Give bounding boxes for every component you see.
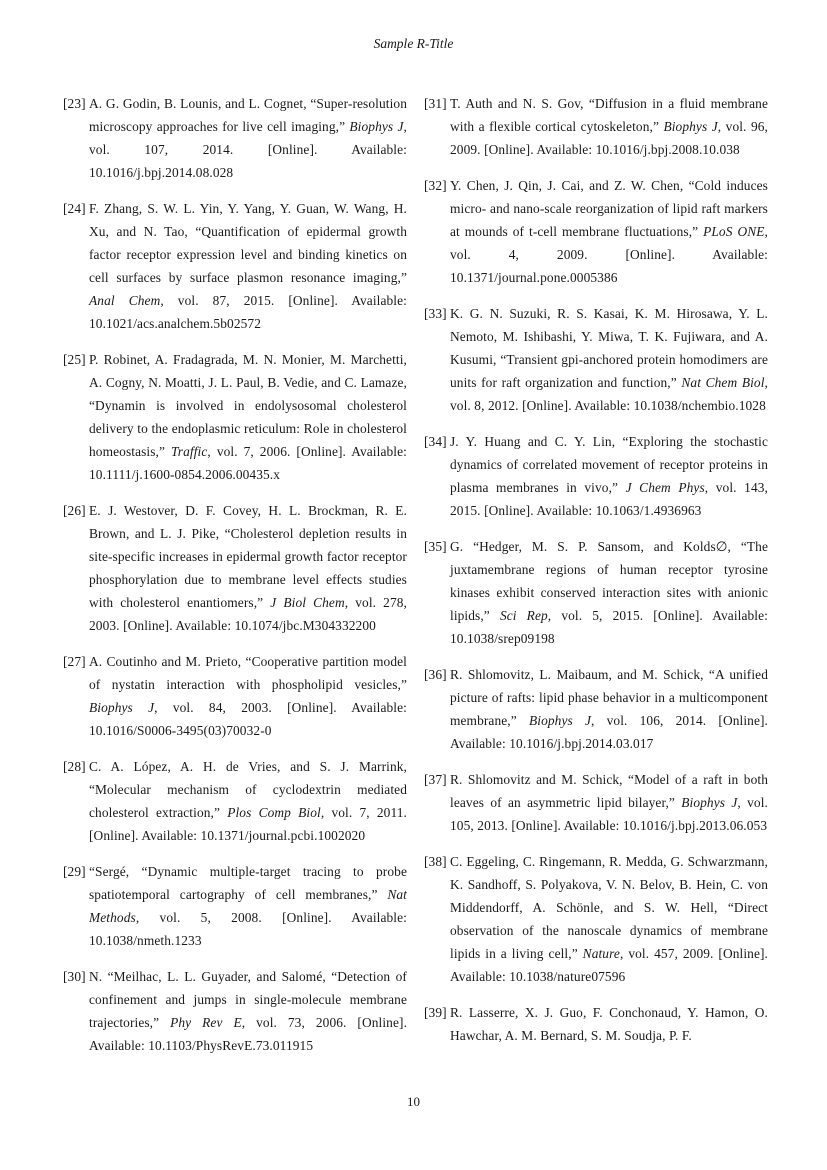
reference-label: [38]: [424, 854, 447, 869]
reference-item: [63, 348, 407, 486]
reference-item: [63, 965, 407, 1057]
reference-label: [35]: [424, 539, 447, 554]
reference-text-segment: , vol. 84, 2003. [Online]. Available: 10.1016/S0006-3495(03)70032-0: [89, 700, 407, 738]
journal-name: Traffic: [171, 444, 208, 459]
reference-text: [450, 96, 768, 157]
reference-item: [424, 302, 768, 417]
reference-text-segment: G. “Hedger, M. S. P. Sansom, and Kolds∅, “The juxtamembrane regions of human receptor tyrosine kinases exhibit conserved interaction sites with anionic lipids,”: [450, 539, 768, 623]
journal-name: Phy Rev E: [170, 1015, 242, 1030]
reference-item: [424, 663, 768, 755]
reference-text-segment: , vol. 105, 2013. [Online]. Available: 10.1016/j.bpj.2013.06.053: [450, 795, 768, 833]
reference-text: [450, 306, 768, 413]
reference-item: [424, 430, 768, 522]
reference-text-segment: Y. Chen, J. Qin, J. Cai, and Z. W. Chen, “Cold induces micro- and nano-scale reorganization of lipid raft markers at mounds of t-cell membrane fluctuations,”: [450, 178, 768, 239]
references-column-right: [424, 92, 768, 1087]
reference-label: [39]: [424, 1005, 447, 1020]
reference-item: [63, 650, 407, 742]
reference-text-segment: A. G. Godin, B. Lounis, and L. Cognet, “Super-resolution microscopy approaches for live cell imaging,”: [89, 96, 407, 134]
reference-text-segment: F. Zhang, S. W. L. Yin, Y. Yang, Y. Guan, W. Wang, H. Xu, and N. Tao, “Quantification of epidermal growth factor receptor expression level and binding kinetics on cell surfaces by surface plasmon resonance imaging,”: [89, 201, 407, 285]
reference-text: [89, 759, 407, 843]
reference-text-segment: , vol. 106, 2014. [Online]. Available: 10.1016/j.bpj.2014.03.017: [450, 713, 768, 751]
journal-name: Biophys J: [528, 713, 592, 728]
reference-text-segment: R. Shlomovitz and M. Schick, “Model of a raft in both leaves of an asymmetric lipid bilayer,”: [450, 772, 768, 810]
reference-label: [27]: [63, 654, 86, 669]
reference-text-segment: C. A. López, A. H. de Vries, and S. J. Marrink, “Molecular mechanism of cyclodextrin mediated cholesterol extraction,”: [89, 759, 407, 820]
references-section: [63, 92, 768, 1087]
journal-name: PLoS ONE: [703, 224, 765, 239]
reference-item: [424, 174, 768, 289]
reference-text-segment: , vol. 107, 2014. [Online]. Available: 10.1016/j.bpj.2014.08.028: [89, 119, 407, 180]
reference-text: [89, 503, 407, 633]
running-title: Sample R-Title: [373, 36, 454, 51]
reference-label: [26]: [63, 503, 86, 518]
journal-name: Nat Chem Biol: [681, 375, 765, 390]
reference-text: [450, 539, 768, 646]
reference-text-segment: , vol. 87, 2015. [Online]. Available: 10.1021/acs.analchem.5b02572: [89, 293, 407, 331]
reference-text-segment: N. “Meilhac, L. L. Guyader, and Salomé, “Detection of confinement and jumps in single-molecule membrane trajectories,”: [89, 969, 407, 1030]
reference-label: [25]: [63, 352, 86, 367]
reference-item: [63, 92, 407, 184]
reference-text: [89, 969, 407, 1053]
journal-name: Nat Methods: [89, 887, 407, 925]
reference-label: [24]: [63, 201, 86, 216]
reference-item: [424, 768, 768, 837]
reference-label: [23]: [63, 96, 86, 111]
reference-text: [89, 352, 407, 482]
reference-item: [424, 92, 768, 161]
journal-name: Biophys J: [349, 119, 404, 134]
reference-label: [30]: [63, 969, 86, 984]
reference-text-segment: J. Y. Huang and C. Y. Lin, “Exploring the stochastic dynamics of correlated movement of receptor proteins in plasma membranes in vivo,”: [450, 434, 768, 495]
reference-text: [450, 434, 768, 518]
reference-text-segment: , vol. 73, 2006. [Online]. Available: 10.1103/PhysRevE.73.011915: [89, 1015, 408, 1053]
reference-text-segment: P. Robinet, A. Fradagrada, M. N. Monier, M. Marchetti, A. Cogny, N. Moatti, J. L. Paul, B. Vedie, and C. Lamaze, “Dynamin is involved in endolysosomal cholesterol delivery to the endoplasmic reticulum: Role in cholesterol homeostasis,”: [89, 352, 407, 459]
reference-text: [89, 654, 407, 738]
reference-text: [450, 667, 768, 751]
journal-name: Nature: [582, 946, 620, 961]
reference-text-segment: C. Eggeling, C. Ringemann, R. Medda, G. Schwarzmann, K. Sandhoff, S. Polyakova, V. N. Belov, B. Hein, C. von Middendorff, A. Schönle, and S. W. Hell, “Direct observation of the nanoscale dynamics of membrane lipids in a living cell,”: [450, 854, 768, 961]
reference-label: [28]: [63, 759, 86, 774]
reference-item: [424, 535, 768, 650]
reference-label: [37]: [424, 772, 447, 787]
journal-name: J Biol Chem: [270, 595, 345, 610]
reference-text-segment: , vol. 7, 2006. [Online]. Available: 10.1111/j.1600-0854.2006.00435.x: [89, 444, 407, 482]
journal-name: Anal Chem: [89, 293, 161, 308]
reference-label: [31]: [424, 96, 447, 111]
reference-item: [63, 860, 407, 952]
reference-text: [450, 178, 768, 285]
reference-text-segment: , vol. 8, 2012. [Online]. Available: 10.1038/nchembio.1028: [450, 375, 768, 413]
reference-text-segment: , vol. 96, 2009. [Online]. Available: 10.1016/j.bpj.2008.10.038: [450, 119, 768, 157]
journal-name: J Chem Phys: [625, 480, 705, 495]
reference-item: [63, 197, 407, 335]
reference-item: [424, 850, 768, 988]
reference-text-segment: , vol. 278, 2003. [Online]. Available: 10.1074/jbc.M304332200: [89, 595, 407, 633]
reference-text: [450, 772, 768, 833]
reference-text-segment: “Sergé, “Dynamic multiple-target tracing to probe spatiotemporal cartography of cell membranes,”: [89, 864, 407, 902]
reference-label: [33]: [424, 306, 447, 321]
reference-text-segment: T. Auth and N. S. Gov, “Diffusion in a fluid membrane with a flexible cortical cytoskeleton,”: [450, 96, 768, 134]
reference-text-segment: R. Lasserre, X. J. Guo, F. Conchonaud, Y. Hamon, O. Hawchar, A. M. Bernard, S. M. Soudja, P. F.: [450, 1005, 768, 1043]
journal-name: Biophys J: [89, 700, 155, 715]
reference-item: [424, 1001, 768, 1047]
journal-name: Sci Rep: [499, 608, 548, 623]
reference-text: [450, 854, 768, 984]
reference-text-segment: R. Shlomovitz, L. Maibaum, and M. Schick, “A unified picture of rafts: lipid phase behavior in a multicomponent membrane,”: [450, 667, 768, 728]
reference-text-segment: , vol. 143, 2015. [Online]. Available: 10.1063/1.4936963: [450, 480, 768, 518]
reference-text: [89, 201, 407, 331]
journal-name: Plos Comp Biol: [227, 805, 321, 820]
reference-text-segment: K. G. N. Suzuki, R. S. Kasai, K. M. Hirosawa, Y. L. Nemoto, M. Ishibashi, Y. Miwa, T. K. Fujiwara, and A. Kusumi, “Transient gpi-anchored protein homodimers are units for raft organization and function,”: [450, 306, 768, 390]
reference-label: [29]: [63, 864, 86, 879]
reference-text: [89, 96, 407, 180]
reference-text-segment: E. J. Westover, D. F. Covey, H. L. Brockman, R. E. Brown, and L. J. Pike, “Cholesterol depletion results in site-specific increases in epidermal growth factor receptor phosphorylation due to membrane level effects studies with cholesterol enantiomers,”: [89, 503, 407, 610]
reference-text-segment: A. Coutinho and M. Prieto, “Cooperative partition model of nystatin interaction with phospholipid vesicles,”: [89, 654, 407, 692]
reference-text-segment: , vol. 5, 2015. [Online]. Available: 10.1038/srep09198: [450, 608, 768, 646]
reference-text-segment: , vol. 7, 2011. [Online]. Available: 10.1371/journal.pcbi.1002020: [89, 805, 407, 843]
journal-name: Biophys J: [663, 119, 718, 134]
reference-text: [450, 1005, 768, 1043]
reference-item: [63, 755, 407, 847]
page-number: 10: [407, 1094, 420, 1109]
reference-text-segment: , vol. 5, 2008. [Online]. Available: 10.1038/nmeth.1233: [89, 910, 407, 948]
references-column-left: [63, 92, 407, 1087]
reference-text: [89, 864, 407, 948]
reference-text-segment: , vol. 457, 2009. [Online]. Available: 10.1038/nature07596: [450, 946, 768, 984]
reference-label: [32]: [424, 178, 447, 193]
reference-text-segment: , vol. 4, 2009. [Online]. Available: 10.1371/journal.pone.0005386: [450, 224, 768, 285]
reference-item: [63, 499, 407, 637]
reference-label: [36]: [424, 667, 447, 682]
reference-label: [34]: [424, 434, 447, 449]
journal-name: Biophys J: [681, 795, 738, 810]
